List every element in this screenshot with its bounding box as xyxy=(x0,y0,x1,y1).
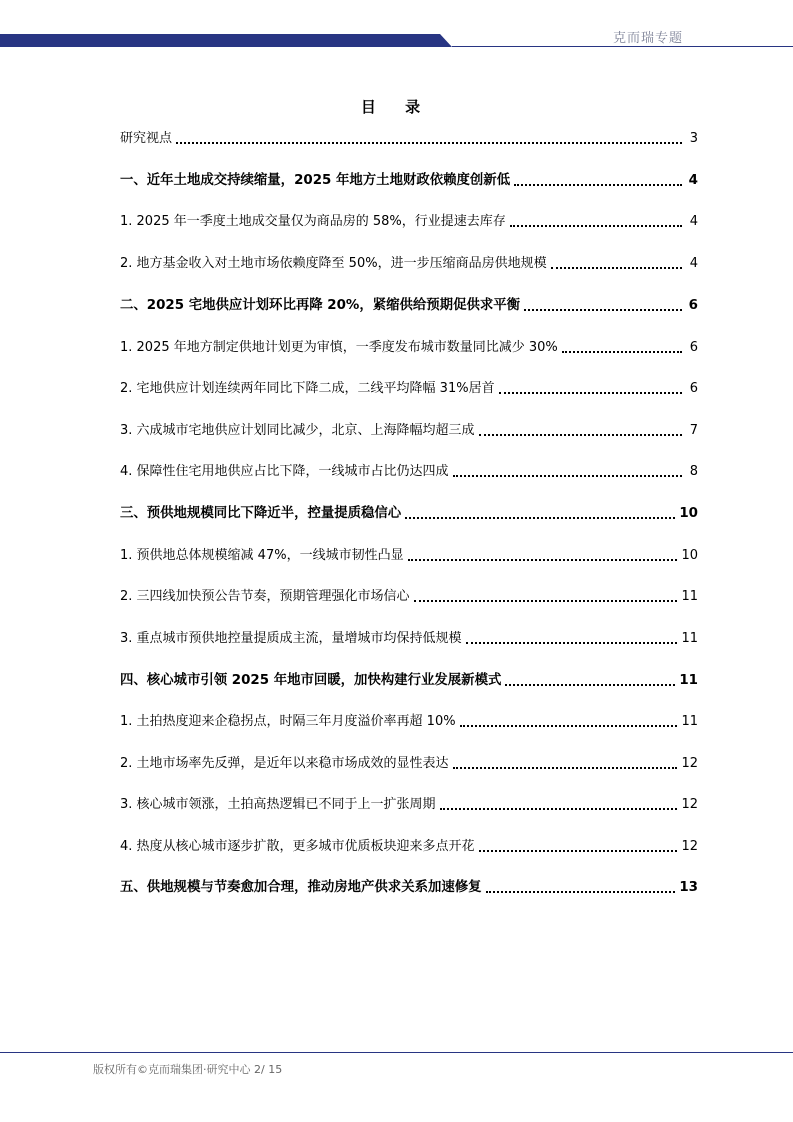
toc-entry[interactable] xyxy=(120,419,698,441)
toc-entry[interactable] xyxy=(120,210,698,232)
toc-entry[interactable] xyxy=(120,876,698,898)
toc-entry[interactable] xyxy=(120,502,698,524)
toc-entry-text: 3. 六成城市宅地供应计划同比减少，北京、上海降幅均超三成 xyxy=(120,423,475,438)
toc-entry-page: 3 xyxy=(689,131,698,146)
toc-entry-text: 3. 核心城市领涨，土拍高热逻辑已不同于上一扩张周期 xyxy=(120,797,436,812)
toc-entry-text: 1. 2025 年一季度土地成交量仅为商品房的 58%，行业提速去库存 xyxy=(120,214,506,229)
toc-entry-page: 6 xyxy=(689,381,698,396)
toc-entry-page: 8 xyxy=(689,464,698,479)
toc-leader-dots xyxy=(499,379,682,394)
toc-entry-page: 11 xyxy=(681,589,698,604)
toc-entry-page: 11 xyxy=(679,673,698,688)
toc-leader-dots xyxy=(466,629,678,644)
toc-entry-page: 12 xyxy=(681,839,698,854)
toc-entry[interactable] xyxy=(120,627,698,649)
toc-entry-text: 四、核心城市引领 2025 年地市回暖，加快构建行业发展新模式 xyxy=(120,673,502,688)
header-rule xyxy=(452,46,793,47)
toc-entry-text: 三、预供地规模同比下降近半，控量提质稳信心 xyxy=(120,506,402,521)
toc-entry[interactable] xyxy=(120,669,698,691)
toc-leader-dots xyxy=(176,129,682,144)
toc-entry[interactable] xyxy=(120,127,698,149)
toc-entry[interactable] xyxy=(120,793,698,815)
toc-entry-page: 10 xyxy=(681,548,698,563)
header-band xyxy=(0,34,452,47)
toc-entry[interactable] xyxy=(120,252,698,274)
toc-leader-dots xyxy=(479,421,682,436)
toc-title: 目 录 xyxy=(360,98,433,116)
toc-leader-dots xyxy=(524,296,682,311)
toc-entry-text: 4. 热度从核心城市逐步扩散，更多城市优质板块迎来多点开花 xyxy=(120,839,475,854)
toc-leader-dots xyxy=(460,712,678,727)
toc-entry[interactable] xyxy=(120,169,698,191)
toc-entry-page: 12 xyxy=(681,797,698,812)
toc-leader-dots xyxy=(453,754,678,769)
toc-entry-page: 13 xyxy=(679,880,698,895)
toc-entry-page: 11 xyxy=(681,631,698,646)
toc-entry-text: 研究视点 xyxy=(120,131,173,146)
toc-leader-dots xyxy=(551,254,682,269)
footer-copyright: 版权所有©克而瑞集团·研究中心 2/ 15 xyxy=(93,1063,283,1076)
toc-entry-page: 10 xyxy=(679,506,698,521)
toc-leader-dots xyxy=(440,795,678,810)
toc-leader-dots xyxy=(453,462,682,477)
toc-entry-page: 11 xyxy=(681,714,698,729)
toc-entry-page: 6 xyxy=(689,340,698,355)
toc-entry-page: 4 xyxy=(688,173,698,188)
toc-entry[interactable] xyxy=(120,752,698,774)
toc-leader-dots xyxy=(414,587,678,602)
toc-entry-page: 6 xyxy=(688,298,698,313)
toc-entry-text: 二、2025 宅地供应计划环比再降 20%，紧缩供给预期促供求平衡 xyxy=(120,298,521,313)
toc-entry-text: 4. 保障性住宅用地供应占比下降，一线城市占比仍达四成 xyxy=(120,464,449,479)
toc-entry-text: 一、近年土地成交持续缩量，2025 年地方土地财政依赖度创新低 xyxy=(120,173,511,188)
footer-rule xyxy=(0,1052,793,1053)
toc-leader-dots xyxy=(408,546,678,561)
toc-entry-text: 3. 重点城市预供地控量提质成主流，量增城市均保持低规模 xyxy=(120,631,462,646)
toc-leader-dots xyxy=(510,212,682,227)
toc-leader-dots xyxy=(505,671,675,686)
toc-leader-dots xyxy=(405,504,675,519)
toc-entry-page: 12 xyxy=(681,756,698,771)
toc-entry-text: 1. 土拍热度迎来企稳拐点，时隔三年月度溢价率再超 10% xyxy=(120,714,456,729)
toc-entry-text: 2. 土地市场率先反弹，是近年以来稳市场成效的显性表达 xyxy=(120,756,449,771)
toc-entry-text: 五、供地规模与节奏愈加合理，推动房地产供求关系加速修复 xyxy=(120,880,482,895)
toc-entry[interactable] xyxy=(120,835,698,857)
toc-entry[interactable] xyxy=(120,460,698,482)
toc-entry-page: 4 xyxy=(689,256,698,271)
toc-entry-text: 2. 地方基金收入对土地市场依赖度降至 50%，进一步压缩商品房供地规模 xyxy=(120,256,547,271)
toc-leader-dots xyxy=(479,837,678,852)
toc-entry[interactable] xyxy=(120,294,698,316)
header-brand: 克而瑞专题 xyxy=(612,31,683,46)
toc-entry[interactable] xyxy=(120,377,698,399)
toc-entry-page: 4 xyxy=(689,214,698,229)
toc-entry-text: 1. 预供地总体规模缩减 47%，一线城市韧性凸显 xyxy=(120,548,404,563)
toc-leader-dots xyxy=(514,171,682,186)
toc-leader-dots xyxy=(562,338,682,353)
toc-entry[interactable] xyxy=(120,544,698,566)
toc-entry[interactable] xyxy=(120,710,698,732)
toc-entry-text: 2. 宅地供应计划连续两年同比下降二成，二线平均降幅 31%居首 xyxy=(120,381,495,396)
toc-entry-page: 7 xyxy=(689,423,698,438)
toc-leader-dots xyxy=(486,878,676,893)
toc-entry-text: 1. 2025 年地方制定供地计划更为审慎，一季度发布城市数量同比减少 30% xyxy=(120,340,558,355)
toc-entry[interactable] xyxy=(120,585,698,607)
toc-entry[interactable] xyxy=(120,336,698,358)
toc-entry-text: 2. 三四线加快预公告节奏，预期管理强化市场信心 xyxy=(120,589,410,604)
